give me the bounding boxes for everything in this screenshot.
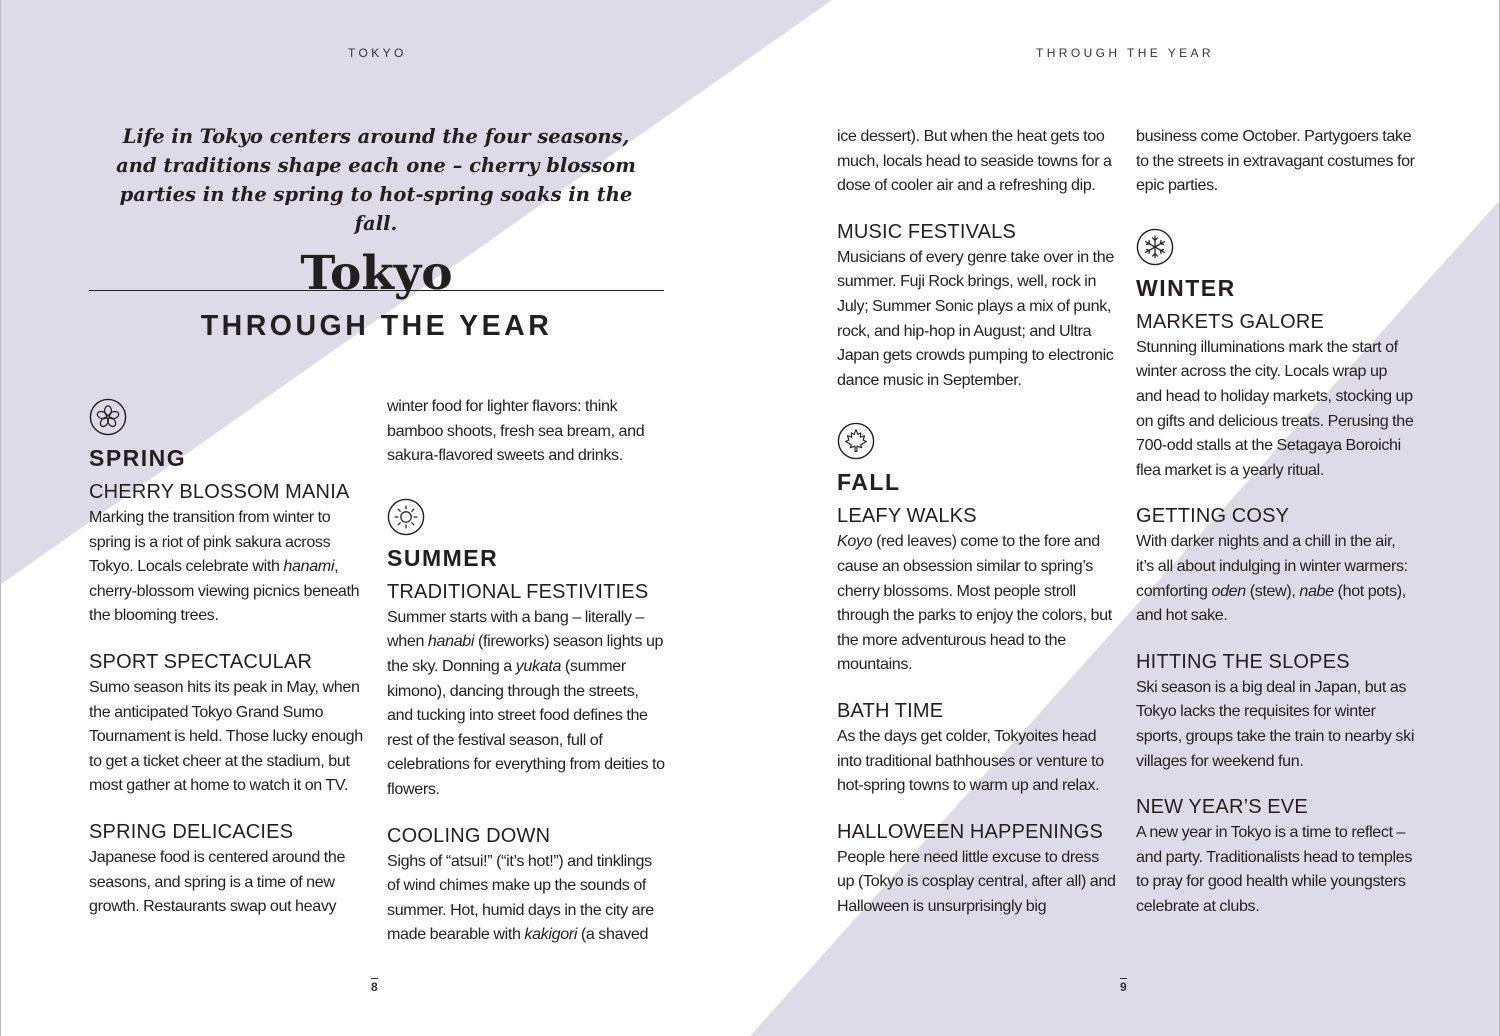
column-3: [837, 124, 1117, 918]
left-page-edge: [0, 0, 1, 1036]
section-heading: BATH TIME: [837, 699, 944, 722]
section-body: Koyo (red leaves) come to the fore and cause an obsession similar to spring’s cherry blossoms. Most people stroll through the parks to enjoy the colors, but the more adventurous head to the mountains.: [837, 532, 1112, 674]
section-body: Summer starts with a bang – literally – when hanabi (fireworks) season lights up the sky. Donning a yukata (summer kimono), dancing through the streets, and tucking into street food defines the rest of the festival season, full of celebrations for everything from deities to flowers.: [387, 607, 665, 798]
section-body: As the days get colder, Tokyoites head into traditional bathhouses or venture to hot-spring towns to warm up and relax.: [837, 726, 1104, 795]
section-body: People here need little excuse to dress up (Tokyo is cosplay central, after all) and Halloween is unsurprisingly big: [837, 847, 1116, 915]
section-heading: NEW YEAR’S EVE: [1136, 796, 1308, 819]
section-body: Japanese food is centered around the seasons, and spring is a time of new growth. Restaurants swap out heavy: [89, 847, 346, 916]
section-body: Ski season is a big deal in Japan, but as Tokyo lacks the requisites for winter sports, groups take the train to nearby ski villages for weekend fun.: [1136, 677, 1415, 770]
section-body-continued: winter food for lighter flavors: think bamboo shoots, fresh sea bream, and sakura-flavored sweets and drinks.: [387, 397, 645, 465]
page-subtitle: THROUGH THE YEAR: [200, 310, 553, 342]
column-1: [89, 398, 369, 919]
season-heading-summer: SUMMER: [387, 544, 499, 571]
section-body-continued: ice dessert). But when the heat gets too much, locals head to seaside towns for a dose of cooler air and a refreshing dip.: [837, 127, 1112, 195]
season-heading-fall: FALL: [837, 469, 901, 496]
section-heading: COOLING DOWN: [387, 824, 551, 847]
section-body: With darker nights and a chill in the air, it’s all about indulging in winter warmers: comforting oden (stew), nabe (hot pots), and hot sake.: [1136, 532, 1408, 625]
section-heading: LEAFY WALKS: [837, 505, 977, 528]
intro-text: Life in Tokyo centers around the four seasons, and traditions shape each one – cherry blossom parties in the spring to hot-spring soaks in the fall.: [116, 125, 636, 235]
sun-icon: [387, 498, 425, 536]
section-heading: HITTING THE SLOPES: [1136, 650, 1350, 673]
left-page-number: 8: [371, 980, 378, 994]
section-heading: SPRING DELICACIES: [89, 820, 294, 843]
season-heading-winter: WINTER: [1136, 274, 1236, 301]
section-heading: TRADITIONAL FESTIVITIES: [387, 580, 649, 603]
section-heading: MARKETS GALORE: [1136, 310, 1325, 333]
season-heading-spring: SPRING: [89, 445, 187, 471]
section-body: Musicians of every genre take over in the summer. Fuji Rock brings, well, rock in July; Summer Sonic plays a mix of punk, rock, and hip-hop in August; and Ultra Japan gets crowds pumping to electronic dance music in September.: [837, 247, 1114, 389]
section-body: Sighs of “atsui!” (“it’s hot!”) and tinklings of wind chimes make up the sounds of summer. Hot, humid days in the city are made bearable with kakigori (a shaved: [387, 851, 654, 944]
section-heading: GETTING COSY: [1136, 505, 1290, 528]
snowflake-icon: [1136, 228, 1174, 266]
section-heading: HALLOWEEN HAPPENINGS: [837, 820, 1103, 843]
column-2: [387, 394, 667, 947]
section-heading: CHERRY BLOSSOM MANIA: [89, 481, 350, 503]
maple-leaf-icon: [837, 422, 875, 460]
column-4: [1136, 124, 1416, 918]
flower-icon: [89, 398, 127, 436]
section-body: Stunning illuminations mark the start of winter across the city. Locals wrap up and head to holiday markets, stocking up on gifts and delicious treats. Perusing the 700-odd stalls at the Setagaya Boroichi flea market is a yearly ritual.: [1136, 337, 1414, 479]
right-page-number: 9: [1120, 980, 1127, 994]
page-title: Tokyo: [300, 246, 453, 301]
section-body: Sumo season hits its peak in May, when the anticipated Tokyo Grand Sumo Tournament is held. Those lucky enough to get a ticket cheer at the stadium, but most gather at home to watch it on TV.: [89, 677, 363, 795]
right-running-head: THROUGH THE YEAR: [1036, 46, 1214, 60]
section-body: Marking the transition from winter to spring is a riot of pink sakura across Tokyo. Locals celebrate with hanami, cherry-blossom viewing picnics beneath the blooming trees.: [89, 508, 360, 625]
section-body: A new year in Tokyo is a time to reflect – and party. Traditionalists head to temples to pray for good health while youngsters celebrate at clubs.: [1136, 823, 1413, 915]
section-heading: MUSIC FESTIVALS: [837, 220, 1017, 243]
section-heading: SPORT SPECTACULAR: [89, 650, 313, 673]
section-body-continued: business come October. Partygoers take to the streets in extravagant costumes for epic parties.: [1136, 127, 1415, 195]
left-running-head: TOKYO: [348, 46, 407, 60]
